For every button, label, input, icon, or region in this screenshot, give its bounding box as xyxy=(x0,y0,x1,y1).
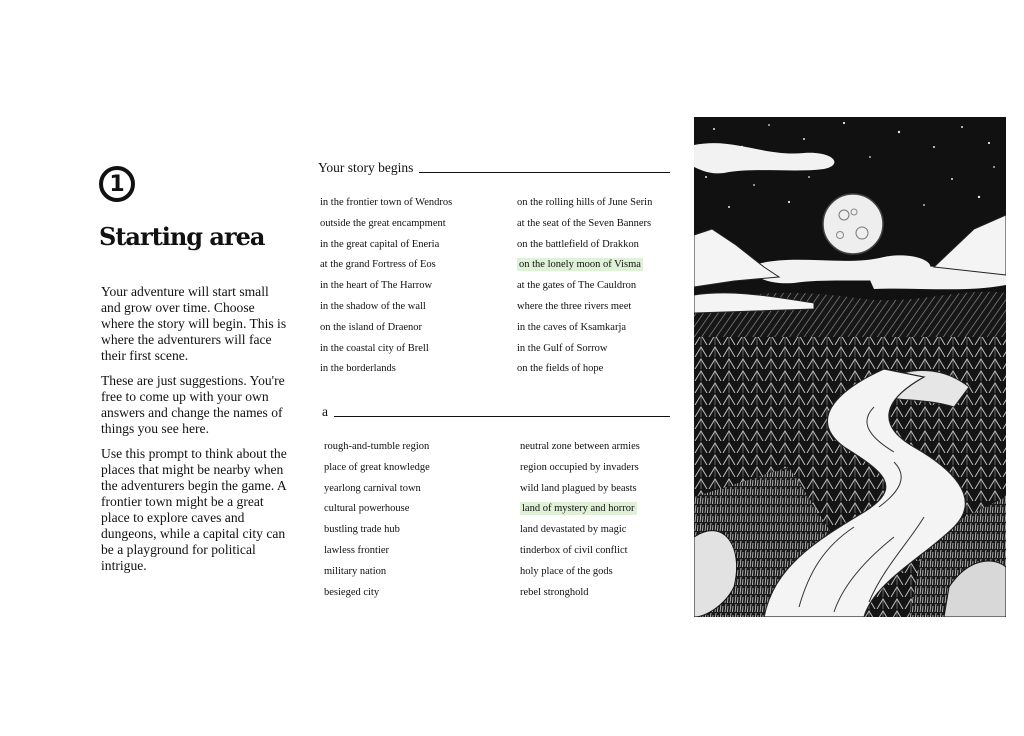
region-option xyxy=(324,541,430,562)
region-option xyxy=(520,541,640,562)
region-option xyxy=(520,458,640,479)
story-option xyxy=(320,318,452,339)
story-option xyxy=(320,297,452,318)
story-option-label: in the heart of The Harrow xyxy=(320,280,433,292)
step-number-badge xyxy=(99,166,135,202)
region-option-label: military nation xyxy=(324,565,387,577)
intro-paragraph: Use this prompt to think about the places that might be nearby when the adventurers begin the game. A frontier town might be a great place to explore caves and dungeons, while a capital city can be a playground for political intrigue. xyxy=(101,446,287,573)
intro-text xyxy=(101,284,291,583)
story-option-label: in the caves of Ksamkarja xyxy=(517,321,627,333)
intro-paragraph: These are just suggestions. You're free to come up with your own answers and change the names of things you see here. xyxy=(101,373,285,436)
region-prompt-heading xyxy=(322,404,670,420)
story-option-label: outside the great encampment xyxy=(320,217,446,229)
story-option xyxy=(320,276,452,297)
story-option xyxy=(517,339,652,360)
answer-line[interactable] xyxy=(334,416,670,417)
region-option xyxy=(324,520,430,541)
region-option xyxy=(520,583,640,604)
story-option xyxy=(517,193,652,214)
region-option xyxy=(324,562,430,583)
moonlit-river-illustration xyxy=(694,117,1006,617)
region-option-label: besieged city xyxy=(324,586,380,598)
answer-line[interactable] xyxy=(419,172,670,173)
story-option-label: where the three rivers meet xyxy=(517,300,632,312)
region-option xyxy=(520,479,640,500)
story-option xyxy=(320,359,452,380)
region-option-label: wild land plagued by beasts xyxy=(520,482,637,494)
region-options-left xyxy=(324,437,430,603)
moon xyxy=(823,194,883,254)
story-option xyxy=(517,214,652,235)
region-option-label: holy place of the gods xyxy=(520,565,613,577)
story-option-label: in the borderlands xyxy=(320,363,396,375)
story-option xyxy=(320,339,452,360)
story-option xyxy=(320,255,452,276)
region-option-label: tinderbox of civil conflict xyxy=(520,544,628,556)
story-prompt-label: Your story begins xyxy=(318,160,414,175)
story-option-label: at the seat of the Seven Banners xyxy=(517,217,652,229)
region-option-label: lawless frontier xyxy=(324,544,390,556)
region-option-label: neutral zone between armies xyxy=(520,441,640,452)
region-option-label: land of mystery and horror xyxy=(522,503,635,515)
region-option-label: region occupied by invaders xyxy=(520,461,639,473)
region-option xyxy=(520,437,640,458)
region-option xyxy=(324,479,430,500)
region-option xyxy=(324,499,430,520)
story-option xyxy=(320,235,452,256)
region-option xyxy=(324,583,430,604)
region-option-label: place of great knowledge xyxy=(324,461,430,473)
region-prompt-label: a xyxy=(322,404,328,419)
story-option-label: on the battlefield of Drakkon xyxy=(517,238,639,250)
story-option xyxy=(517,297,652,318)
region-option xyxy=(324,437,430,458)
region-option-label: bustling trade hub xyxy=(324,524,400,536)
story-option-label: on the lonely moon of Visma xyxy=(519,259,641,271)
story-option-label: at the grand Fortress of Eos xyxy=(320,259,436,271)
story-option-label: in the great capital of Eneria xyxy=(320,238,440,250)
story-option-label: at the gates of The Cauldron xyxy=(517,280,637,292)
region-options-right xyxy=(520,437,640,603)
story-option-label: in the coastal city of Brell xyxy=(320,342,429,354)
story-options-right xyxy=(517,193,652,380)
story-option-label: in the Gulf of Sorrow xyxy=(517,342,608,354)
story-option xyxy=(517,359,652,380)
story-option xyxy=(517,276,652,297)
region-option-label: yearlong carnival town xyxy=(324,482,421,494)
story-option-label: on the fields of hope xyxy=(517,363,604,375)
story-option xyxy=(320,193,452,214)
region-option xyxy=(324,458,430,479)
region-option-label: cultural powerhouse xyxy=(324,503,410,515)
story-prompt-heading xyxy=(318,160,670,176)
story-option-label: in the frontier town of Wendros xyxy=(320,197,453,208)
section-title: Starting area xyxy=(99,222,265,251)
landscape-image xyxy=(694,117,1006,617)
region-option xyxy=(520,520,640,541)
region-option xyxy=(520,562,640,583)
region-option-label: land devastated by magic xyxy=(520,524,627,536)
step-number: 1 xyxy=(109,171,125,197)
region-option-label: rebel stronghold xyxy=(520,586,589,598)
story-option xyxy=(517,318,652,339)
story-option xyxy=(517,255,652,276)
region-option-label: rough-and-tumble region xyxy=(324,441,430,452)
region-option xyxy=(520,499,640,520)
intro-paragraph: Your adventure will start small and grow over time. Choose where the story will begin. This is where the adventurers will face their first scene. xyxy=(101,284,287,363)
story-option-label: on the island of Draenor xyxy=(320,321,423,333)
story-option xyxy=(517,235,652,256)
story-option-label: in the shadow of the wall xyxy=(320,300,426,312)
story-options-left xyxy=(320,193,452,380)
story-option xyxy=(320,214,452,235)
story-option-label: on the rolling hills of June Serin xyxy=(517,197,653,208)
